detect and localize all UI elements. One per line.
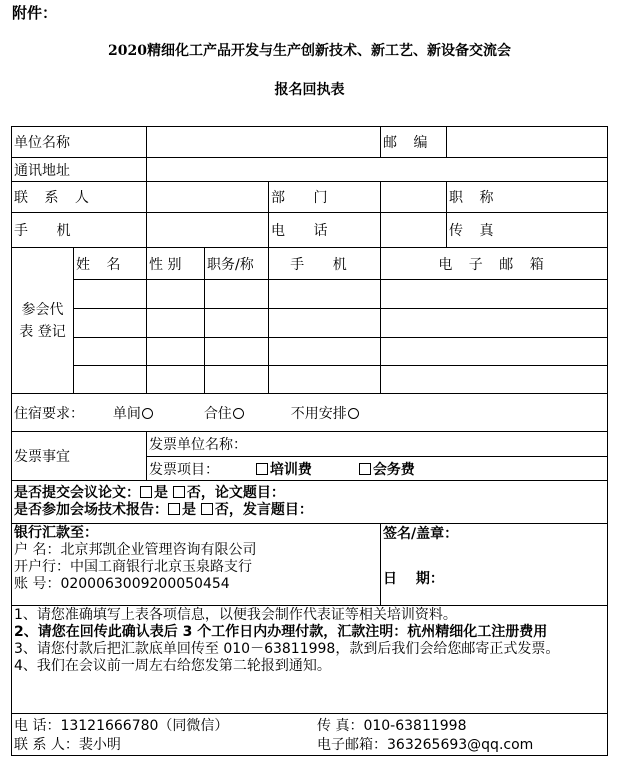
contact-field[interactable] [147,182,269,213]
document-subtitle: 报名回执表 [274,82,345,98]
invoice-training-label: 培训费 [269,461,312,478]
attendee-mobile-field[interactable] [269,366,381,394]
attendee-email-field[interactable] [381,309,608,338]
paper-question: 是否提交会议论文： [14,485,140,501]
report-no-option[interactable] [201,502,313,518]
registration-form [11,126,608,756]
checkbox-icon [168,503,180,515]
invoice-label: 发票事宜 [12,432,147,481]
lodging-single-option[interactable] [113,406,153,422]
invoice-unit-label: 发票单位名称： [149,437,247,453]
attendee-name-field[interactable] [74,309,147,338]
bank-number: 账 号：0200063009200050454 [14,576,230,592]
paper-yes-option[interactable] [140,485,168,501]
report-question-line [14,502,605,519]
col-email-header: 电 子 邮 箱 [381,248,608,280]
attachment-label: 附件： [12,4,58,22]
footer-line-2 [14,736,605,755]
report-yes-label: 是 [182,502,196,518]
footer-fax: 传 真：010-63811998 [317,718,467,734]
attendee-title-field[interactable] [205,366,269,394]
checkbox-icon [359,463,371,475]
attendee-mobile-field[interactable] [269,280,381,309]
attendee-gender-field[interactable] [147,280,205,309]
invoice-training-option[interactable] [256,462,312,478]
radio-circle-icon [348,408,359,419]
lodging-shared-option[interactable] [204,406,244,422]
lodging-none-label: 不用安排 [290,405,347,422]
note-3: 3、请您付款后把汇款底单回传至 010－63811998，款到后我们会给您邮寄正式发票。 [14,641,560,657]
footer-email[interactable]: 电子邮箱：363265693@qq.com [317,737,534,753]
attendee-mobile-field[interactable] [269,309,381,338]
radio-circle-icon [233,408,244,419]
lodging-shared-label: 合住 [203,405,232,422]
sign-cell[interactable] [381,524,608,606]
attendee-title-field[interactable] [205,338,269,366]
position-label: 职 称 [449,190,500,206]
fax-cell [447,213,608,248]
attendee-row [12,309,608,338]
department-label: 部 门 [269,182,381,213]
attendee-title-field[interactable] [205,280,269,309]
attendee-email-field[interactable] [381,338,608,366]
document-title: 2020精细化工产品开发与生产创新技术、新工艺、新设备交流会 [108,43,511,59]
attendee-mobile-field[interactable] [269,338,381,366]
paper-report-cell [12,481,608,524]
note-2: 2、请您在回传此确认表后 3 个工作日内办理付款，汇款注明：杭州精细化工注册费用 [14,624,548,640]
invoice-item-cell [147,457,608,481]
report-no-label: 否，发言题目： [214,502,313,518]
attendee-gender-field[interactable] [147,309,205,338]
bank-branch: 开户行：中国工商银行北京玉泉路支行 [14,559,252,575]
paper-question-line [14,485,605,502]
postcode-field[interactable] [447,127,608,158]
attendee-row [12,338,608,366]
lodging-single-label: 单间 [112,405,141,422]
lodging-none-option[interactable] [291,406,359,422]
bank-account-name: 户 名：北京邦凯企业管理咨询有限公司 [14,542,257,558]
attendee-title-field[interactable] [205,309,269,338]
lodging-row [12,394,608,432]
footer-phone: 电 话：13121666780（同微信） [14,718,229,734]
report-question: 是否参加会场技术报告： [14,502,168,518]
checkbox-icon [140,486,152,498]
attendee-gender-field[interactable] [147,366,205,394]
checkbox-icon [256,463,268,475]
mobile-label: 手 机 [12,213,147,248]
postcode-label: 邮 编 [381,127,447,158]
paper-no-option[interactable] [173,485,285,501]
phone-field[interactable] [381,213,447,248]
note-1: 1、请您准确填写上表各项信息，以便我会制作代表证等相关培训资料。 [14,607,457,623]
attendee-email-field[interactable] [381,280,608,309]
bank-info-cell [12,524,381,606]
address-field[interactable] [147,158,608,182]
col-mobile-header: 手 机 [269,248,381,280]
notes-cell [12,606,608,714]
report-yes-option[interactable] [168,502,196,518]
paper-yes-label: 是 [154,485,168,501]
attendee-row [12,280,608,309]
footer-contact: 联 系 人：裴小明 [14,737,121,753]
unit-name-field[interactable] [147,127,381,158]
sign-label: 签名/盖章： [383,526,459,542]
checkbox-icon [173,486,185,498]
attendee-name-field[interactable] [74,366,147,394]
col-title-header: 职务/称 [205,248,269,280]
fax-label: 传 真 [449,223,500,239]
paper-no-label: 否，论文题目： [186,485,285,501]
attendee-name-field[interactable] [74,280,147,309]
note-4: 4、我们在会议前一周左右给您发第二轮报到通知。 [14,658,331,674]
department-field[interactable] [381,182,447,213]
invoice-item-label: 发票项目： [149,461,219,478]
phone-label: 电 话 [269,213,381,248]
invoice-meeting-option[interactable] [359,462,415,478]
invoice-unit-cell[interactable] [147,432,608,457]
attendee-row [12,366,608,394]
attendees-label: 参会代表 登记 [12,248,74,394]
attendee-email-field[interactable] [381,366,608,394]
footer-contact-cell [12,714,608,756]
unit-name-label: 单位名称 [12,127,147,158]
footer-line-1 [14,717,605,736]
mobile-field[interactable] [147,213,269,248]
date-label: 日 期： [383,571,444,587]
radio-circle-icon [142,408,153,419]
attendee-gender-field[interactable] [147,338,205,366]
address-label: 通讯地址 [12,158,147,182]
invoice-meeting-label: 会务费 [372,461,415,478]
contact-label: 联 系 人 [12,182,147,213]
lodging-label: 住宿要求： [14,405,84,422]
col-gender-header: 性 别 [147,248,205,280]
col-name-header: 姓 名 [74,248,147,280]
position-cell [447,182,608,213]
checkbox-icon [201,503,213,515]
bank-title: 银行汇款至： [14,525,98,541]
attendee-name-field[interactable] [74,338,147,366]
